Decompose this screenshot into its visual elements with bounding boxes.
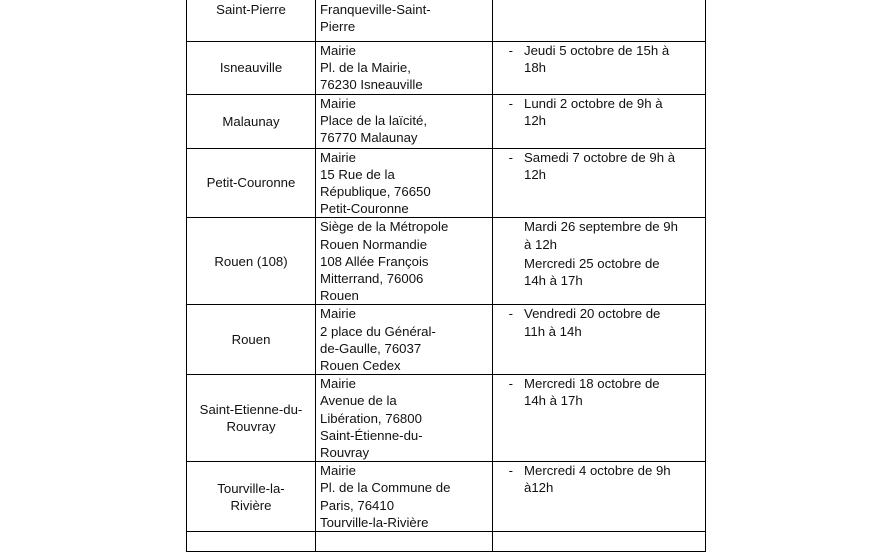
table-row <box>187 94 706 148</box>
commune-name: Petit-Couronne <box>206 175 296 191</box>
commune-cell <box>187 0 316 42</box>
table-row <box>187 532 706 552</box>
dates-cell <box>493 0 706 42</box>
commune-cell <box>187 42 316 95</box>
table-row <box>187 148 706 218</box>
address-line: Paris, 76410 <box>320 497 395 513</box>
commune-name: Tourville-la- <box>217 480 285 496</box>
dates-cell <box>493 218 706 305</box>
address-line: de-Gaulle, 76037 <box>320 340 422 356</box>
address-line: 108 Allée François <box>320 253 429 269</box>
address-line: Siège de la Métropole <box>320 219 449 235</box>
address-line: Place de la laïcité, <box>320 112 428 128</box>
date-line: Mercredi 18 octobre de <box>524 376 660 392</box>
address-cell <box>316 375 493 462</box>
dates-cell <box>493 305 706 375</box>
address-line: Libération, 76800 <box>320 410 422 426</box>
commune-name: Rouvray <box>226 419 276 435</box>
date-entry <box>493 42 705 76</box>
address-line: Franqueville-Saint- <box>320 2 431 18</box>
bullet-dash: - <box>508 463 513 479</box>
address-line: Pl. de la Mairie, <box>320 60 411 76</box>
date-entry <box>493 95 705 129</box>
commune-name: Saint-Pierre <box>216 2 286 17</box>
commune-name: Isneauville <box>219 60 283 76</box>
date-entry <box>493 149 705 183</box>
address-cell <box>316 94 493 148</box>
dates-cell <box>493 148 706 218</box>
date-line: Vendredi 20 octobre de <box>524 306 661 322</box>
address-cell <box>316 532 493 552</box>
date-line: 12h <box>524 166 547 182</box>
table-row <box>187 375 706 462</box>
date-entry <box>493 375 705 409</box>
address-line: 76230 Isneauville <box>320 77 423 93</box>
date-line: 14h à 17h <box>524 393 583 409</box>
date-line: Mercredi 4 octobre de 9h <box>524 463 671 479</box>
commune-cell <box>187 462 316 532</box>
date-entry <box>493 218 705 252</box>
bullet-dash: - <box>508 376 513 392</box>
address-line: Mairie <box>320 463 356 479</box>
address-cell <box>316 0 493 42</box>
commune-name: Rivière <box>230 497 272 513</box>
address-line: Mairie <box>320 95 356 111</box>
address-cell <box>316 148 493 218</box>
commune-cell <box>187 532 316 552</box>
address-line: Rouen Cedex <box>320 358 401 374</box>
date-line: Mercredi 25 octobre de <box>524 255 660 271</box>
bullet-dash: - <box>508 149 513 165</box>
commune-name: Malaunay <box>222 113 280 129</box>
address-line: Rouvray <box>320 445 370 461</box>
bullet-dash: - <box>508 43 513 58</box>
address-line: Rouen <box>320 288 359 304</box>
date-entry <box>493 255 705 289</box>
bullet-dash: - <box>508 95 513 111</box>
address-line: Mairie <box>320 149 356 165</box>
address-line: Rouen Normandie <box>320 236 428 252</box>
address-line: 15 Rue de la <box>320 166 395 182</box>
address-line: Mitterrand, 76006 <box>320 271 424 287</box>
date-entry <box>493 462 705 496</box>
commune-name: Rouen (108) <box>214 253 288 269</box>
date-line: à 12h <box>524 236 558 252</box>
commune-name: Saint-Etienne-du- <box>199 402 303 418</box>
date-line: à12h <box>524 480 554 496</box>
commune-cell <box>187 94 316 148</box>
table-row <box>187 218 706 305</box>
address-cell <box>316 305 493 375</box>
table-row <box>187 462 706 532</box>
date-line: Lundi 2 octobre de 9h à <box>524 95 663 111</box>
date-line: 14h à 17h <box>524 273 583 289</box>
commune-cell <box>187 148 316 218</box>
commune-cell <box>187 375 316 462</box>
address-cell <box>316 42 493 95</box>
commune-cell <box>187 218 316 305</box>
date-line: Samedi 7 octobre de 9h à <box>524 149 676 165</box>
table-row <box>187 0 706 42</box>
date-line: Jeudi 5 octobre de 15h à <box>524 43 670 58</box>
address-cell <box>316 462 493 532</box>
dates-cell <box>493 94 706 148</box>
date-line: 12h <box>524 112 547 128</box>
commune-cell <box>187 305 316 375</box>
schedule-table <box>186 0 706 552</box>
dates-cell <box>493 42 706 95</box>
date-entry <box>493 305 705 339</box>
bullet-dash: - <box>508 306 513 322</box>
bullet-dash <box>493 218 524 252</box>
dates-cell <box>493 462 706 532</box>
address-cell <box>316 218 493 305</box>
address-line: Petit-Couronne <box>320 201 409 217</box>
dates-cell <box>493 532 706 552</box>
address-line: Pl. de la Commune de <box>320 480 451 496</box>
address-line: 2 place du Général- <box>320 323 436 339</box>
address-line: Tourville-la-Rivière <box>320 514 429 530</box>
table-row <box>187 305 706 375</box>
address-line: République, 76650 <box>320 184 431 200</box>
date-line: 18h <box>524 60 547 76</box>
dates-cell <box>493 375 706 462</box>
address-line: Mairie <box>320 43 356 58</box>
table-row <box>187 42 706 95</box>
address-line: Mairie <box>320 376 356 392</box>
address-line: Mairie <box>320 306 356 322</box>
address-line: Pierre <box>320 19 356 35</box>
address-line: Saint-Étienne-du- <box>320 427 423 443</box>
bullet-dash <box>493 255 524 289</box>
commune-name: Rouen <box>231 332 271 348</box>
address-line: Avenue de la <box>320 393 397 409</box>
date-line: 11h à 14h <box>524 323 582 339</box>
date-line: Mardi 26 septembre de 9h <box>524 219 678 235</box>
address-line: 76770 Malaunay <box>320 130 418 146</box>
